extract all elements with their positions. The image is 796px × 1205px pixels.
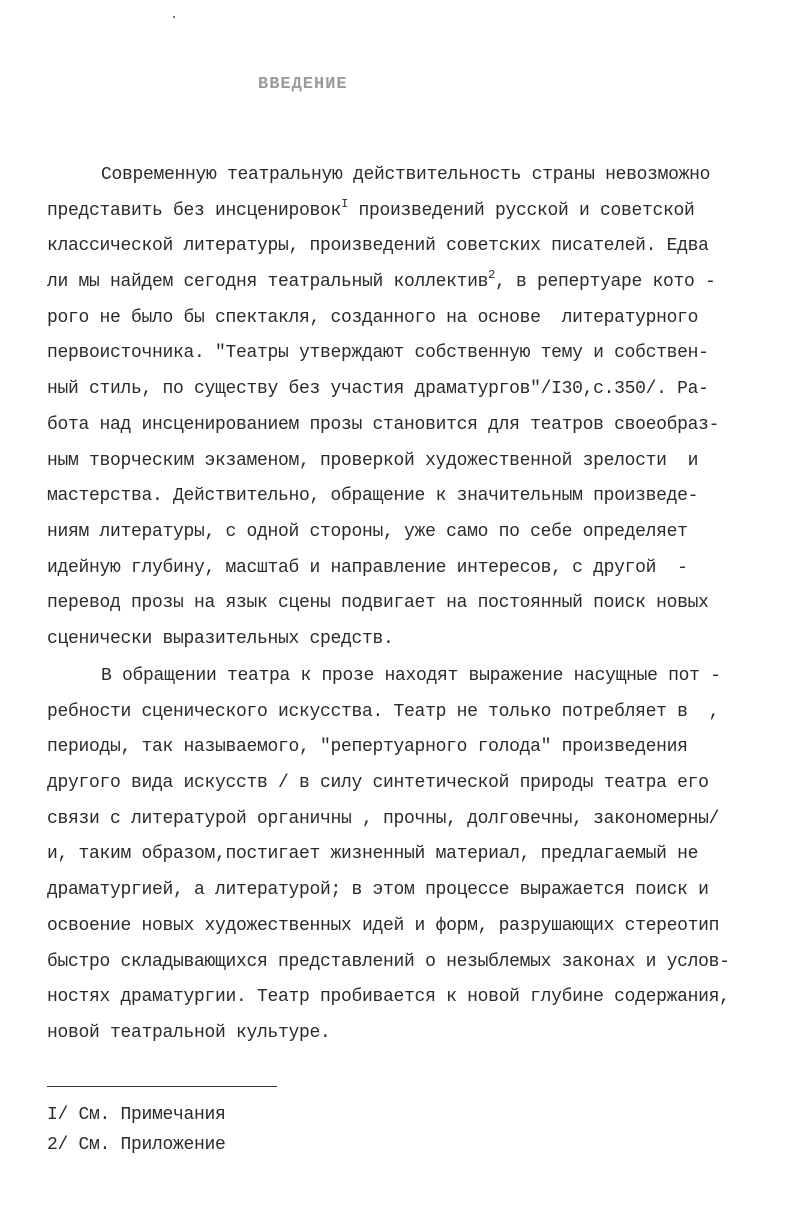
text-fragment	[348, 201, 359, 221]
text-line: сценически выразительных средств.	[47, 628, 394, 649]
text-line: перевод прозы на язык сцены подвигает на постоянный поиск новых	[47, 593, 709, 614]
text-line: В обращении театра к прозе находят выражение насущные пот -	[101, 666, 721, 686]
text-line: и, таким образом,постигает жизненный материал, предлагаемый не	[47, 844, 699, 865]
text-fragment: произведений русской и советской	[358, 200, 695, 221]
footnotes	[47, 1100, 447, 1160]
text-line: ниям литературы, с одной стороны, уже само по себе определяет	[47, 521, 688, 542]
text-line	[47, 194, 759, 230]
text-line: ребности сценического искусства. Театр не только потребляет в ,	[47, 701, 720, 722]
text-line: ностях драматургии. Театр пробивается к новой глубине содержания,	[47, 987, 730, 1008]
footnote-1: I/ См. Примечания	[47, 1105, 226, 1125]
footnote-marker-2: 2	[488, 268, 495, 283]
text-fragment: представить без инсценировок	[47, 200, 342, 221]
text-line: периоды, так называемого, "репертуарного голода" произведения	[47, 737, 688, 758]
footnote-marker-1: I	[341, 196, 348, 211]
text-line: идейную глубину, масштаб и направление интересов, с другой -	[47, 557, 688, 578]
text-line: освоение новых художественных идей и форм, разрушающих стереотип	[47, 915, 720, 936]
text-line: ным творческим экзаменом, проверкой художественной зрелости и	[47, 450, 699, 471]
text-line: быстро складывающихся представлений о незыблемых законах и услов-	[47, 951, 730, 972]
page-title: ВВЕДЕНИЕ	[258, 75, 348, 94]
text-line: классической литературы, произведений советских писателей. Едва	[47, 236, 709, 257]
text-line: Современную театральную действительность страны невозможно	[101, 165, 711, 185]
text-fragment: ли мы найдем сегодня театральный коллектив	[47, 272, 489, 293]
text-line: новой театральной культуре.	[47, 1022, 331, 1043]
paragraph-2	[47, 659, 759, 1052]
footnote-divider	[47, 1086, 277, 1087]
text-line: связи с литературой органичны , прочны, долговечны, закономерны/	[47, 808, 720, 829]
text-line: мастерства. Действительно, обращение к значительным произведе-	[47, 486, 699, 507]
footnote-2: 2/ См. Приложение	[47, 1135, 226, 1155]
text-line: первоисточника. "Театры утверждают собственную тему и собствен-	[47, 343, 709, 364]
text-line: бота над инсценированием прозы становится для театров своеобраз-	[47, 414, 720, 435]
text-line: рого не было бы спектакля, созданного на основе литературного	[47, 307, 699, 328]
paragraph-1	[47, 158, 759, 658]
scan-speck	[173, 16, 175, 18]
text-fragment: , в репертуаре кото -	[494, 272, 716, 293]
text-line	[47, 265, 759, 301]
text-line: другого вида искусств / в силу синтетической природы театра его	[47, 773, 709, 794]
text-line: ный стиль, по существу без участия драматургов"/I30,с.350/. Ра-	[47, 379, 709, 400]
text-line: драматургией, а литературой; в этом процессе выражается поиск и	[47, 880, 709, 901]
